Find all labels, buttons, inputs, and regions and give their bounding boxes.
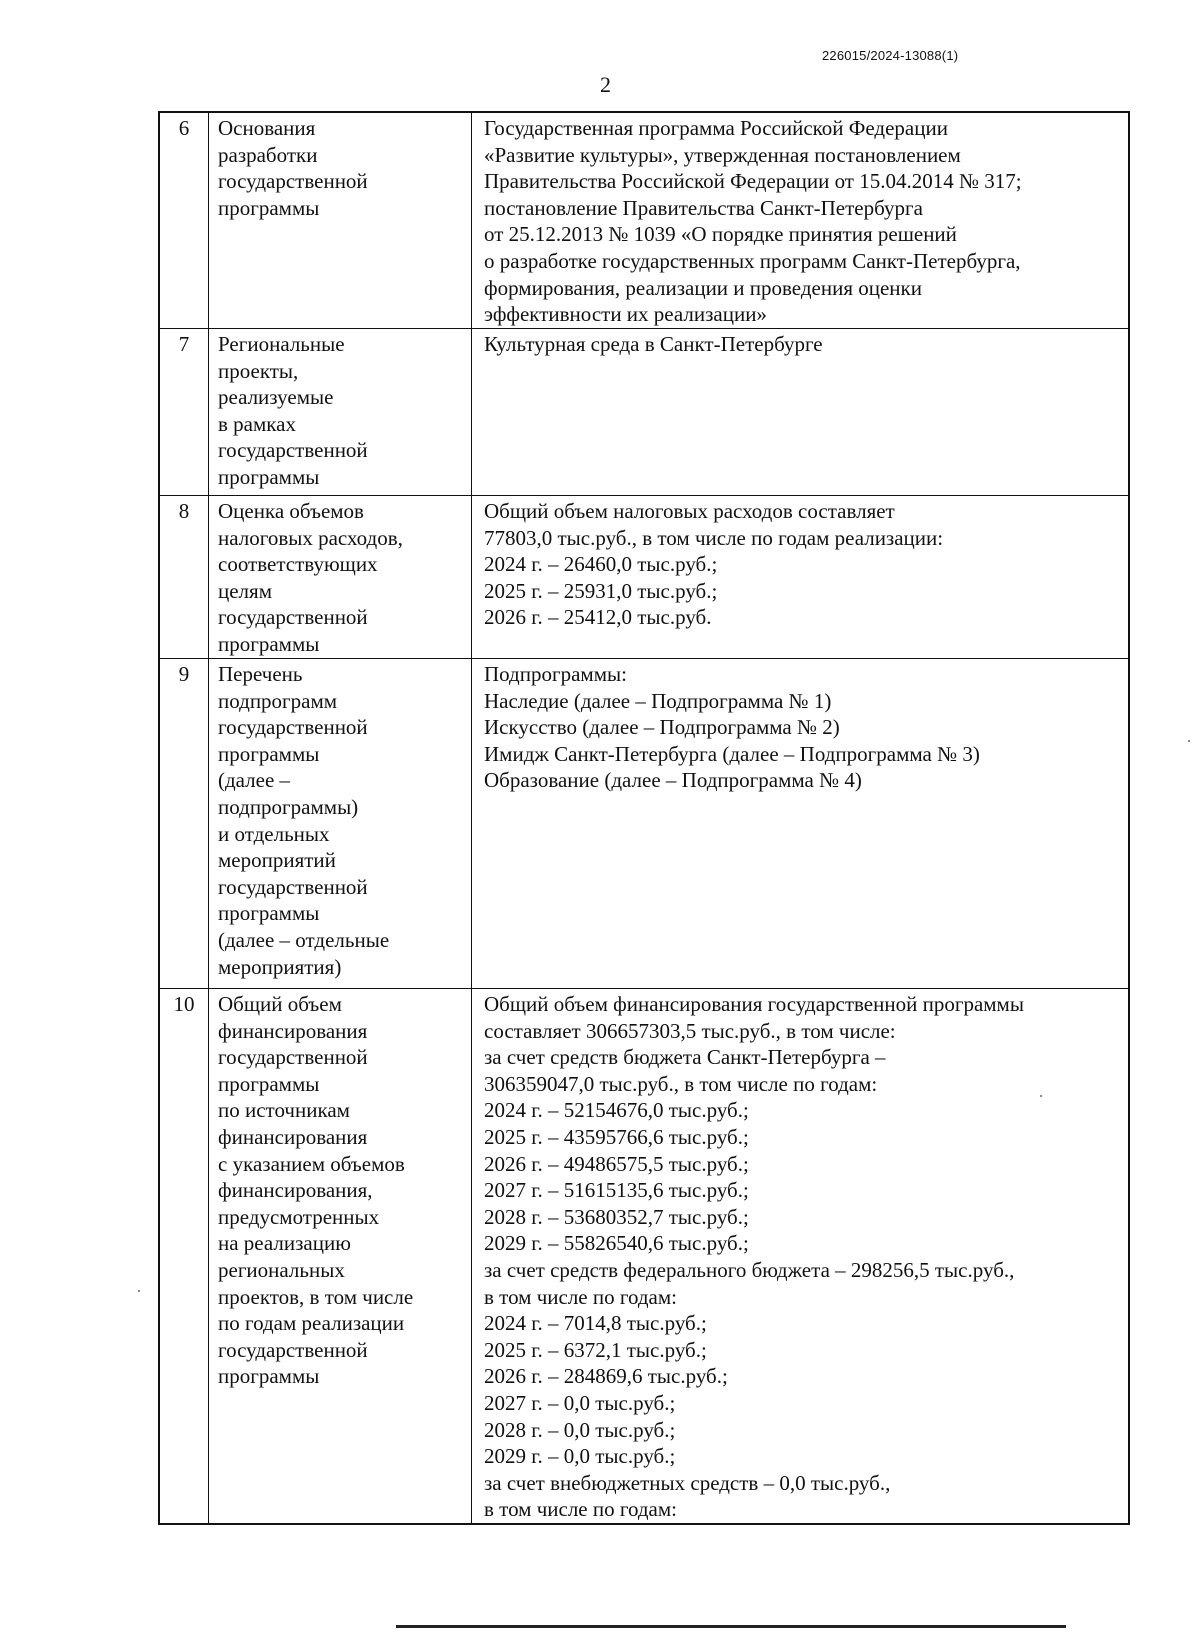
label-line: и отдельных bbox=[218, 821, 330, 846]
content-line: за счет внебюджетных средств – 0,0 тыс.руб., bbox=[484, 1470, 891, 1495]
content-line: в том числе по годам: bbox=[484, 1284, 677, 1309]
label-line: на реализацию bbox=[218, 1231, 351, 1256]
content-line: 2026 г. – 49486575,5 тыс.руб.; bbox=[484, 1151, 749, 1176]
row-content bbox=[472, 496, 1130, 659]
label-line: Перечень bbox=[218, 662, 303, 686]
label-line: государственной bbox=[218, 1337, 368, 1362]
row-label bbox=[209, 989, 472, 1524]
row-number: 9 bbox=[159, 659, 209, 989]
scan-speck bbox=[138, 1290, 140, 1292]
content-line: формирования, реализации и проведения оценки bbox=[484, 275, 922, 300]
label-line: мероприятия) bbox=[218, 954, 342, 979]
content-line: 2025 г. – 43595766,6 тыс.руб.; bbox=[484, 1124, 749, 1149]
label-line: соответствующих bbox=[218, 552, 378, 577]
content-line: за счет средств бюджета Санкт-Петербурга – bbox=[484, 1045, 886, 1070]
label-line: (далее – отдельные bbox=[218, 927, 390, 952]
label-line: программы bbox=[218, 464, 320, 489]
bottom-rule bbox=[396, 1625, 1066, 1628]
row-content bbox=[472, 989, 1130, 1524]
label-line: по источникам bbox=[218, 1098, 350, 1123]
row-label bbox=[209, 659, 472, 989]
program-passport-table bbox=[158, 111, 1130, 1525]
table-row bbox=[159, 496, 1129, 659]
label-line: программы bbox=[218, 631, 320, 656]
content-line: составляет 306657303,5 тыс.руб., в том числе: bbox=[484, 1018, 896, 1043]
content-line: 2026 г. – 284869,6 тыс.руб.; bbox=[484, 1364, 728, 1389]
label-line: в рамках bbox=[218, 411, 296, 436]
row-number: 8 bbox=[159, 496, 209, 659]
content-line: Образование (далее – Подпрограмма № 4) bbox=[484, 768, 862, 793]
content-line: Подпрограммы: bbox=[484, 662, 627, 686]
label-line: проекты, bbox=[218, 358, 299, 383]
label-line: финансирования, bbox=[218, 1178, 373, 1203]
content-line: 2029 г. – 0,0 тыс.руб.; bbox=[484, 1444, 676, 1469]
content-line: 306359047,0 тыс.руб., в том числе по годам: bbox=[484, 1071, 878, 1096]
content-line: Искусство (далее – Подпрограмма № 2) bbox=[484, 715, 840, 740]
table-row bbox=[159, 112, 1129, 329]
content-line: 2024 г. – 7014,8 тыс.руб.; bbox=[484, 1311, 707, 1336]
content-line: «Развитие культуры», утвержденная постановлением bbox=[484, 142, 961, 167]
page-number: 2 bbox=[600, 72, 611, 97]
content-line: 2028 г. – 0,0 тыс.руб.; bbox=[484, 1417, 676, 1442]
content-line: 2027 г. – 0,0 тыс.руб.; bbox=[484, 1390, 676, 1415]
label-line: региональных bbox=[218, 1257, 345, 1282]
content-line: Общий объем налоговых расходов составляет bbox=[484, 499, 895, 523]
content-line: 2026 г. – 25412,0 тыс.руб. bbox=[484, 605, 712, 630]
content-line: Правительства Российской Федерации от 15.04.2014 № 317; bbox=[484, 169, 1022, 194]
label-line: государственной bbox=[218, 605, 368, 630]
row-label bbox=[209, 329, 472, 496]
content-line: 2025 г. – 25931,0 тыс.руб.; bbox=[484, 578, 718, 603]
label-line: разработки bbox=[218, 142, 318, 167]
content-line: о разработке государственных программ Санкт-Петербурга, bbox=[484, 248, 1021, 273]
table-row bbox=[159, 989, 1129, 1524]
row-content bbox=[472, 659, 1130, 989]
scan-speck bbox=[1040, 1095, 1042, 1097]
document-id: 226015/2024-13088(1) bbox=[822, 48, 959, 63]
label-line: проектов, в том числе bbox=[218, 1284, 414, 1309]
row-number: 6 bbox=[159, 112, 209, 329]
label-line: программы bbox=[218, 195, 320, 220]
label-line: целям bbox=[218, 578, 272, 603]
label-line: программы bbox=[218, 901, 320, 926]
row-label bbox=[209, 112, 472, 329]
label-line: налоговых расходов, bbox=[218, 525, 403, 550]
label-line: с указанием объемов bbox=[218, 1151, 405, 1176]
row-label bbox=[209, 496, 472, 659]
row-number: 7 bbox=[159, 329, 209, 496]
row-number: 10 bbox=[159, 989, 209, 1524]
label-line: (далее – bbox=[218, 768, 291, 793]
label-line: финансирования bbox=[218, 1018, 368, 1043]
content-line: Наследие (далее – Подпрограмма № 1) bbox=[484, 688, 832, 713]
label-line: финансирования bbox=[218, 1124, 368, 1149]
content-line: 2024 г. – 26460,0 тыс.руб.; bbox=[484, 552, 718, 577]
label-line: предусмотренных bbox=[218, 1204, 380, 1229]
label-line: Региональные bbox=[218, 332, 345, 356]
scan-speck bbox=[1188, 740, 1190, 742]
content-line: 2028 г. – 53680352,7 тыс.руб.; bbox=[484, 1204, 749, 1229]
label-line: Оценка объемов bbox=[218, 499, 364, 523]
label-line: государственной bbox=[218, 169, 368, 194]
content-line: Государственная программа Российской Федерации bbox=[484, 116, 948, 140]
label-line: программы bbox=[218, 1364, 320, 1389]
content-line: Общий объем финансирования государственной программы bbox=[484, 992, 1024, 1016]
content-line: Культурная среда в Санкт-Петербурге bbox=[484, 332, 823, 356]
table-row bbox=[159, 659, 1129, 989]
content-line: от 25.12.2013 № 1039 «О порядке принятия решений bbox=[484, 222, 957, 247]
table-row bbox=[159, 329, 1129, 496]
label-line: по годам реализации bbox=[218, 1311, 405, 1336]
content-line: постановление Правительства Санкт-Петербурга bbox=[484, 195, 923, 220]
row-content bbox=[472, 329, 1130, 496]
content-line: Имидж Санкт-Петербурга (далее – Подпрограмма № 3) bbox=[484, 741, 980, 766]
label-line: программы bbox=[218, 1071, 320, 1096]
content-line: 2024 г. – 52154676,0 тыс.руб.; bbox=[484, 1098, 749, 1123]
row-content bbox=[472, 112, 1130, 329]
content-line: в том числе по годам: bbox=[484, 1497, 677, 1522]
label-line: подпрограмм bbox=[218, 688, 338, 713]
label-line: Основания bbox=[218, 116, 316, 140]
label-line: программы bbox=[218, 741, 320, 766]
label-line: Общий объем bbox=[218, 992, 342, 1016]
label-line: государственной bbox=[218, 1045, 368, 1070]
content-line: эффективности их реализации» bbox=[484, 302, 767, 327]
content-line: 2029 г. – 55826540,6 тыс.руб.; bbox=[484, 1231, 749, 1256]
content-line: 77803,0 тыс.руб., в том числе по годам реализации: bbox=[484, 525, 944, 550]
content-line: 2027 г. – 51615135,6 тыс.руб.; bbox=[484, 1178, 749, 1203]
label-line: подпрограммы) bbox=[218, 794, 359, 819]
label-line: реализуемые bbox=[218, 385, 334, 410]
label-line: государственной bbox=[218, 715, 368, 740]
content-line: 2025 г. – 6372,1 тыс.руб.; bbox=[484, 1337, 707, 1362]
label-line: государственной bbox=[218, 874, 368, 899]
label-line: мероприятий bbox=[218, 848, 336, 873]
label-line: государственной bbox=[218, 438, 368, 463]
content-line: за счет средств федерального бюджета – 298256,5 тыс.руб., bbox=[484, 1257, 1015, 1282]
